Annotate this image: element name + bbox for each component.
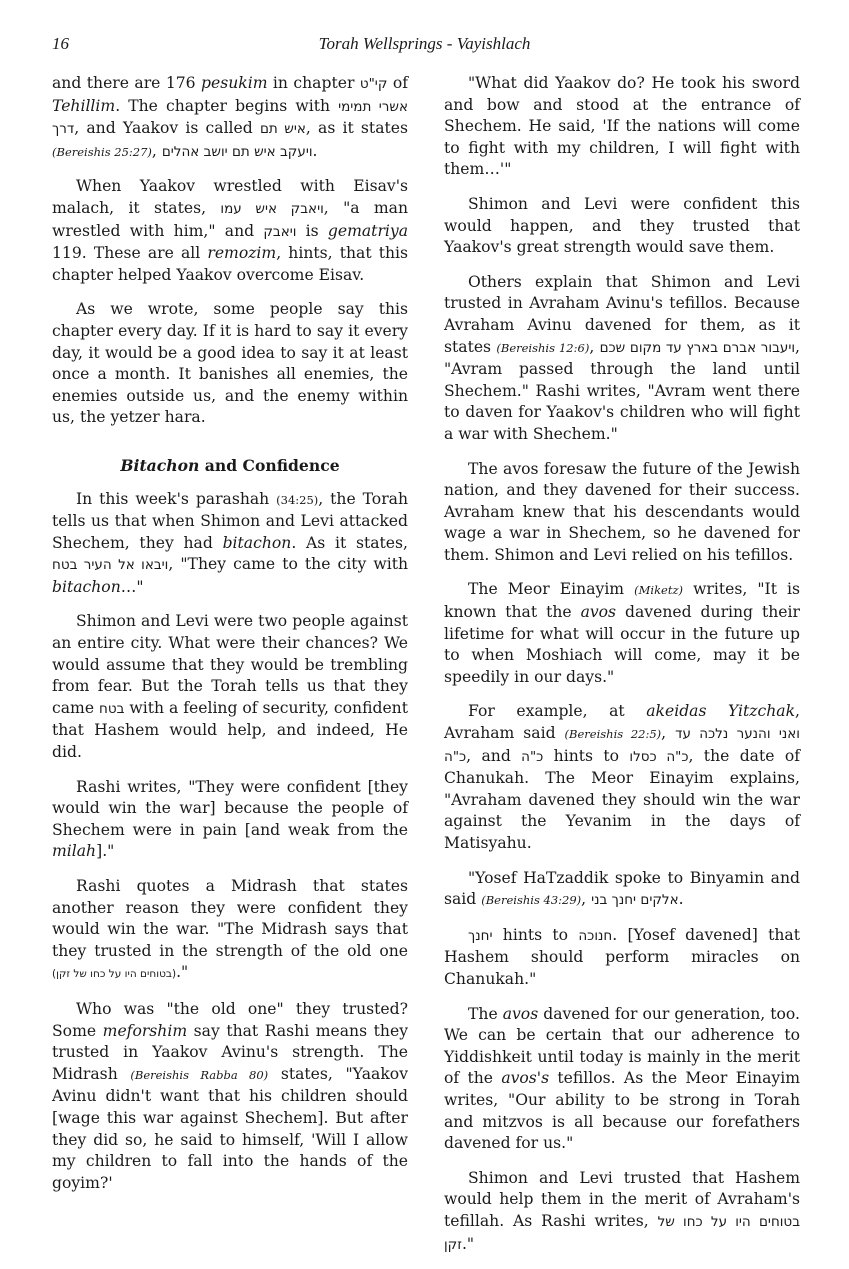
paragraph: Shimon and Levi were two people against an entire city. What were their chances? We would assume that they would be trembling from fear. But the Torah tells us that they came בטח with a feeling of security, confident that Hashem would help, and indeed, He did. <box>52 612 408 762</box>
running-title: Torah Wellsprings - Vayishlach <box>318 34 531 53</box>
page-header <box>52 34 797 60</box>
paragraph: As we wrote, some people say this chapter every day. If it is hard to say it every day, it would be a good idea to say it at least once a month. It banishes all enemies, the enemies outside us, and the enemy within us, the yetzer hara. <box>52 300 408 427</box>
paragraph: The Meor Einayim (Miketz) writes, "It is known that the avos davened during their lifetime for what will occur in the future up to when Moshiach will come, may it be speedily in our days." <box>444 580 800 686</box>
page-number: 16 <box>52 34 69 53</box>
paragraph: Who was "the old one" they trusted? Some meforshim say that Rashi means they trusted in Yaakov Avinu's strength. The Midrash (Bereishis Rabba 80) states, "Yaakov Avinu didn't want that his children should [wage this war against Shechem]. But after they did so, he said to himself, 'Will I allow my children to fall into the hands of the goyim?' <box>52 999 409 1192</box>
paragraph: For example, at akeidas Yitzchak, Avraham said (Bereishis 22:5), ואני והנער נלכה עד כ"ה, and כ"ה hints to כ"ה כסלו, the date of Chanukah. The Meor Einayim explains, "Avraham davened they should win the war against the Yevanim in the days of Matisyahu. <box>444 702 800 852</box>
paragraph: When Yaakov wrestled with Eisav's malach, it states, ויאבק איש עמו, "a man wrestled with him," and ויאבק is gematriya 119. These are all remozim, hints, that this chapter helped Yaakov overcome Eisav. <box>52 177 409 284</box>
paragraph: Rashi writes, "They were confident [they would win the war] because the people of Shechem were in pain [and weak from the milah]." <box>52 777 408 861</box>
section-heading: Bitachon and Confidence <box>120 455 340 475</box>
left-column <box>52 73 408 1207</box>
paragraph: Rashi quotes a Midrash that states another reason they were confident they would win the war. "The Midrash says that they trusted in the strength of the old one (בטוחים היו על כחו של זקן)." <box>52 877 408 982</box>
paragraph: The avos davened for our generation, too. We can be certain that our adherence to Yiddishkeit until today is mainly in the merit of the avos's tefillos. As the Meor Einayim writes, "Our ability to be strong in Torah and mitzvos is all because our forefathers davened for us." <box>444 1004 800 1153</box>
paragraph: In this week's parashah (34:25), the Torah tells us that when Shimon and Levi attacked Shechem, they had bitachon. As it states, ויבאו אל העיר בטח, "They came to the city with bitachon…" <box>52 489 408 596</box>
right-column <box>444 73 800 1269</box>
paragraph: The avos foresaw the future of the Jewish nation, and they davened for their success. Avraham knew that his descendants would wage a war in Shechem, so he davened for them. Shimon and Levi relied on his tefillos. <box>444 459 800 564</box>
paragraph: "What did Yaakov do? He took his sword and bow and stood at the entrance of Shechem. He said, 'If the nations will come to fight with my children, I will fight with them…'" <box>444 74 800 179</box>
paragraph: "Yosef HaTzaddik spoke to Binyamin and said (Bereishis 43:29), אלקים יחנך בני. <box>444 868 800 909</box>
paragraph: Others explain that Shimon and Levi trusted in Avraham Avinu's tefillos. Because Avraham Avinu davened for them, as it states (Bereishis 12:6), ויעבור אברם בארץ עד מקום שכם, "Avram passed through the land until Shechem." Rashi writes, "Avram went there to daven for Yaakov's children who will fight a war with Shechem." <box>444 272 800 443</box>
paragraph: Shimon and Levi trusted that Hashem would help them in the merit of Avraham's tefillah. As Rashi writes, בטוחים היו על כחו של זקן." <box>444 1168 800 1253</box>
paragraph: יחנך hints to חנוכה. [Yosef davened] that Hashem should perform miracles on Chanukah." <box>444 925 800 988</box>
paragraph: and there are 176 pesukim in chapter קי"ט of Tehillim. The chapter begins with אשרי תמימי דרך, and Yaakov is called איש תם, as it states (Bereishis 25:27), ויעקב איש תם יושב אהלים. <box>52 74 408 160</box>
paragraph: Shimon and Levi were confident this would happen, and they trusted that Yaakov's great strength would save them. <box>444 194 800 257</box>
